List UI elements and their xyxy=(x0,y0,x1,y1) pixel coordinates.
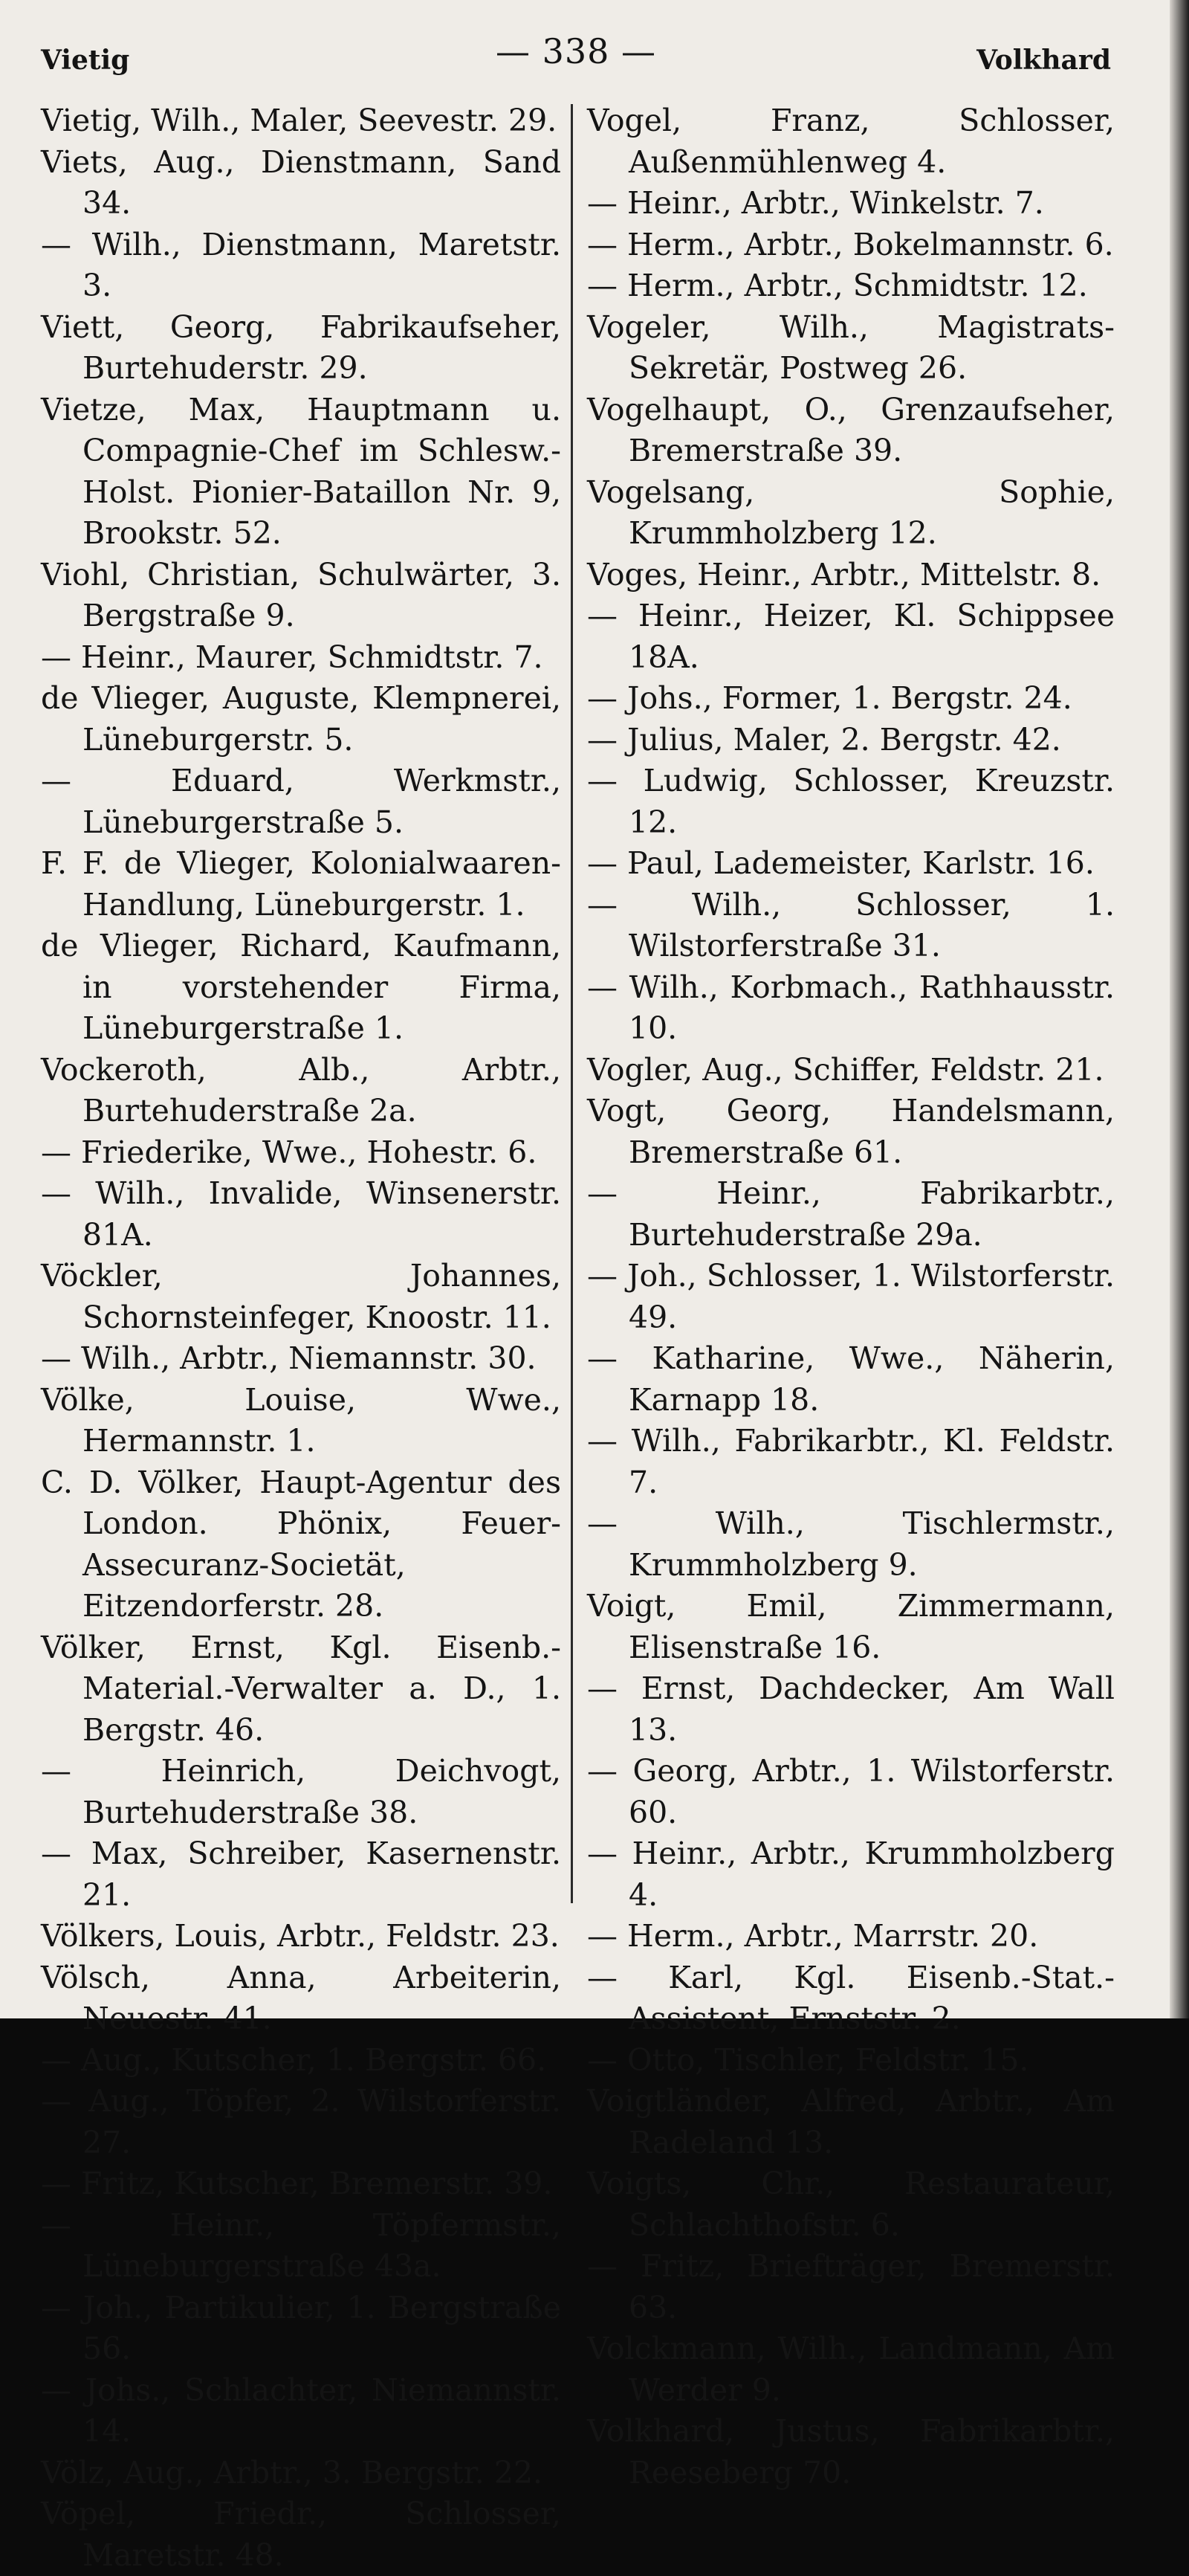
directory-entry: — Aug., Töpfer, 2. Wilstorferstr. 27. xyxy=(41,2083,561,2160)
directory-entry: de Vlieger, Auguste, Klempnerei, Lüneburgerstr. 5. xyxy=(41,680,561,758)
directory-entry: — Julius, Maler, 2. Bergstr. 42. xyxy=(587,721,1061,758)
directory-entry: — Friederike, Wwe., Hohestr. 6. xyxy=(41,1134,537,1170)
directory-entry: Vietig, Wilh., Maler, Seevestr. 29. xyxy=(41,103,557,138)
directory-entry: — Katharine, Wwe., Näherin, Karnapp 18. xyxy=(587,1340,1115,1418)
header-right-catchword: Volkhard xyxy=(976,45,1111,76)
directory-entry: Völsch, Anna, Arbeiterin, Neuestr. 41. xyxy=(41,1959,561,2036)
directory-entry: Vogel, Franz, Schlosser, Außenmühlenweg 4. xyxy=(587,103,1115,180)
directory-entry: Viets, Aug., Dienstmann, Sand 34. xyxy=(41,143,561,221)
directory-entry: Voigt, Emil, Zimmermann, Elisenstraße 16. xyxy=(587,1588,1115,1665)
directory-entry: — Heinr., Arbtr., Winkelstr. 7. xyxy=(587,185,1044,221)
directory-entry: — Wilh., Dienstmann, Maretstr. 3. xyxy=(41,226,561,303)
directory-entry: de Vlieger, Richard, Kaufmann, in vorstehender Firma, Lüneburgerstraße 1. xyxy=(41,928,561,1046)
directory-entry: — Heinr., Heizer, Kl. Schippsee 18A. xyxy=(587,598,1115,675)
directory-entry: Vogler, Aug., Schiffer, Feldstr. 21. xyxy=(587,1051,1104,1088)
directory-entry: Voges, Heinr., Arbtr., Mittelstr. 8. xyxy=(587,556,1101,593)
directory-entry: — Heinrich, Deichvogt, Burtehuderstraße 38. xyxy=(41,1753,561,1830)
directory-entry: — Fritz, Kutscher, Bremerstr. 39. xyxy=(41,2166,553,2201)
directory-entry: — Wilh., Tischlermstr., Krummholzberg 9. xyxy=(587,1505,1115,1583)
directory-entry: — Eduard, Werkmstr., Lüneburgerstraße 5. xyxy=(41,763,561,840)
directory-entry: — Georg, Arbtr., 1. Wilstorferstr. 60. xyxy=(587,1753,1115,1830)
directory-entry: — Heinr., Arbtr., Krummholzberg 4. xyxy=(587,1836,1115,1913)
directory-entry: — Max, Schreiber, Kasernenstr. 21. xyxy=(41,1836,561,1913)
directory-entry: Völke, Louise, Wwe., Hermannstr. 1. xyxy=(41,1381,561,1459)
directory-entry: Viohl, Christian, Schulwärter, 3. Bergstraße 9. xyxy=(41,556,561,633)
directory-entry: — Heinr., Fabrikarbtr., Burtehuderstraße 29a. xyxy=(587,1175,1115,1253)
directory-entry: — Aug., Kutscher, 1. Bergstr. 66. xyxy=(41,2041,547,2078)
directory-entry: — Heinr., Maurer, Schmidtstr. 7. xyxy=(41,639,543,675)
directory-entry: Vietze, Max, Hauptmann u. Compagnie-Chef im Schlesw.-Holst. Pionier-Bataillon Nr. 9, Brookstr. 52. xyxy=(41,391,561,551)
directory-entry: — Johs., Former, 1. Bergstr. 24. xyxy=(587,680,1072,716)
directory-entry: — Paul, Lademeister, Karlstr. 16. xyxy=(587,845,1095,881)
directory-entry: C. D. Völker, Haupt-Agentur des London. Phönix, Feuer-Assecuranz-Societät, Eitzendorferstr. 28. xyxy=(41,1464,561,1624)
directory-entry: Vogt, Georg, Handelsmann, Bremerstraße 61. xyxy=(587,1093,1115,1170)
directory-entry: — Ernst, Dachdecker, Am Wall 13. xyxy=(587,1670,1115,1748)
directory-entry: Voigts, Chr., Restaurateur, Schlachthofstr. 6. xyxy=(587,2166,1115,2243)
directory-entry: Voigtländer, Alfred, Arbtr., Am Radeland 13. xyxy=(587,2083,1115,2160)
directory-entry: — Wilh., Fabrikarbtr., Kl. Feldstr. 7. xyxy=(587,1423,1115,1500)
directory-entry: Völz, Aug., Arbtr., 3. Bergstr. 22. xyxy=(41,2454,543,2491)
directory-entry: — Joh., Schlosser, 1. Wilstorferstr. 49. xyxy=(587,1258,1115,1335)
directory-entry: — Joh., Partikulier, 1. Bergstraße 56. xyxy=(41,2289,561,2366)
right-column xyxy=(587,100,1115,2491)
directory-entry: — Herm., Arbtr., Bokelmannstr. 6. xyxy=(587,226,1114,262)
directory-entry: Viett, Georg, Fabrikaufseher, Burtehuderstr. 29. xyxy=(41,309,561,386)
directory-entry: Vöckler, Johannes, Schornsteinfeger, Knoostr. 11. xyxy=(41,1258,561,1335)
left-column xyxy=(41,100,561,2573)
page-number: — 338 — xyxy=(495,31,657,71)
page-header xyxy=(41,31,1111,83)
directory-entry: Vöpel, Friedr., Schlosser, Maretstr. 48. xyxy=(41,2496,561,2573)
directory-entry: — Wilh., Korbmach., Rathhausstr. 10. xyxy=(587,969,1115,1046)
directory-entry: Vockeroth, Alb., Arbtr., Burtehuderstraße 2a. xyxy=(41,1051,561,1129)
directory-entry: — Wilh., Schlosser, 1. Wilstorferstraße 31. xyxy=(587,886,1115,963)
directory-entry: — Karl, Kgl. Eisenb.-Stat.-Assistent, Ernststr. 2. xyxy=(587,1959,1115,2036)
directory-entry: — Wilh., Arbtr., Niemannstr. 30. xyxy=(41,1340,537,1376)
directory-entry: Volkhard, Justus, Fabrikarbtr., Reeseberg 70. xyxy=(587,2413,1115,2491)
directory-entry: Vogelsang, Sophie, Krummholzberg 12. xyxy=(587,474,1115,551)
header-left-catchword: Vietig xyxy=(41,45,130,76)
directory-entry: — Otto, Tischler, Feldstr. 15. xyxy=(587,2041,1029,2078)
column-divider xyxy=(571,104,573,1903)
directory-entry: — Fritz, Briefträger, Bremerstr. 63. xyxy=(587,2248,1115,2325)
directory-entry: Völkers, Louis, Arbtr., Feldstr. 23. xyxy=(41,1918,560,1954)
directory-entry: Volckmann, Wilh., Landmann, Am Werder 9. xyxy=(587,2331,1115,2408)
directory-entry: — Herm., Arbtr., Schmidtstr. 12. xyxy=(587,268,1088,303)
directory-entry: Vogeler, Wilh., Magistrats-Sekretär, Postweg 26. xyxy=(587,309,1115,386)
directory-entry: — Johs., Schlachter, Niemannstr. 14. xyxy=(41,2372,561,2449)
page-edge-shadow xyxy=(1170,0,1189,2018)
directory-entry: — Herm., Arbtr., Marrstr. 20. xyxy=(587,1918,1039,1954)
directory-entry: F. F. de Vlieger, Kolonialwaaren-Handlung, Lüneburgerstr. 1. xyxy=(41,845,561,923)
directory-entry: Völker, Ernst, Kgl. Eisenb.-Material.-Verwalter a. D., 1. Bergstr. 46. xyxy=(41,1629,561,1748)
directory-entry: — Ludwig, Schlosser, Kreuzstr. 12. xyxy=(587,763,1115,840)
directory-entry: — Heinr., Töpfermstr., Lüneburgerstraße 43a. xyxy=(41,2207,561,2284)
directory-entry: Vogelhaupt, O., Grenzaufseher, Bremerstraße 39. xyxy=(587,391,1115,468)
directory-entry: — Wilh., Invalide, Winsenerstr. 81A. xyxy=(41,1175,561,1253)
